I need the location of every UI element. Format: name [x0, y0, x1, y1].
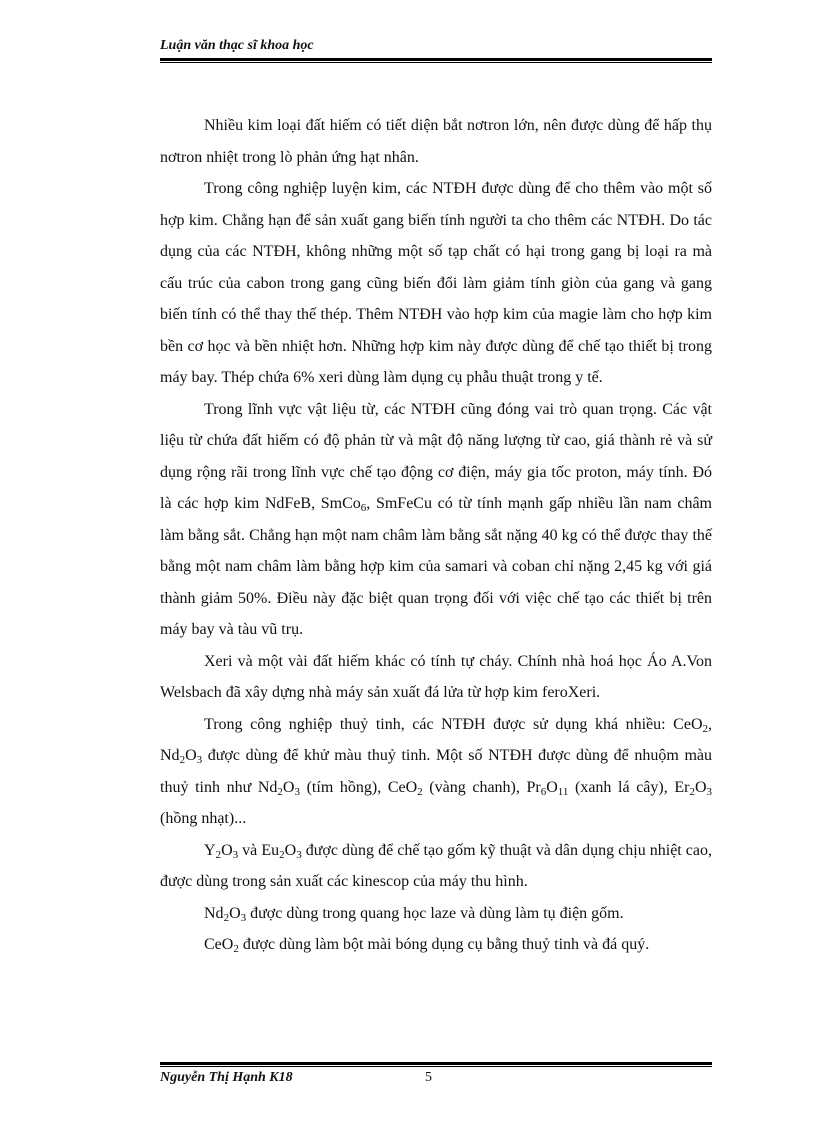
footer-author: Nguyễn Thị Hạnh K18 — [160, 1070, 293, 1085]
subscript: 3 — [240, 911, 247, 924]
subscript: 2 — [215, 848, 222, 861]
paragraph — [160, 898, 712, 930]
text-run: , Nd — [160, 715, 712, 764]
text-run: được dùng để khử màu thuỷ tinh. Một số NTĐH được dùng để nhuộm màu thuỷ tinh như Nd — [160, 747, 712, 796]
text-run: O — [546, 778, 558, 796]
subscript: 2 — [689, 785, 695, 798]
text-run: CeO — [204, 936, 234, 953]
text-run: và Eu — [238, 841, 280, 859]
page-number: 5 — [425, 1070, 432, 1085]
text-run: Y — [204, 841, 216, 859]
text-run: Trong công nghiệp thuỷ tinh, các NTĐH được sử dụng khá nhiều: CeO — [204, 715, 703, 733]
subscript: 3 — [196, 754, 203, 766]
text-run: O — [185, 747, 197, 764]
text-run: (tím hồng), CeO — [299, 778, 418, 796]
subscript: 2 — [417, 785, 423, 798]
subscript: 6 — [540, 785, 547, 798]
text-run: được dùng trong quang học laze và dùng làm tụ điện gốm. — [246, 904, 624, 922]
text-run: Nd — [204, 904, 224, 922]
subscript: 2 — [223, 911, 230, 924]
subscript: 11 — [557, 785, 569, 798]
subscript: 2 — [702, 722, 708, 735]
paragraph — [160, 709, 712, 835]
subscript: 3 — [232, 848, 239, 861]
paragraph: Nhiều kim loại đất hiếm có tiết diện bắt nơtron lớn, nên được dùng để hấp thụ nơtron nhiệt trong lò phản ứng hạt nhân. — [160, 117, 712, 166]
subscript: 2 — [233, 943, 239, 955]
header-rule — [160, 58, 712, 61]
footer-rule-thin — [160, 1066, 712, 1067]
text-run: O — [221, 841, 233, 859]
header-rule-thin — [160, 62, 712, 63]
text-run: O — [229, 904, 241, 922]
text-run: , SmFeCu có từ tính mạnh gấp nhiều lần nam châm làm bằng sắt. Chẳng hạn một nam châm làm bằng sắt nặng 40 kg có thể được thay thế bằng một nam châm làm bằng hợp kim của samari và coban chỉ nặng 2,45 kg với giá thành giảm 50%. Điều này đặc biệt quan trọng đối với việc chế tạo các thiết bị trên máy bay và tàu vũ trụ. — [160, 495, 713, 638]
running-header: Luận văn thạc sĩ khoa học — [160, 38, 314, 53]
subscript: 3 — [706, 785, 713, 798]
subscript: 2 — [179, 754, 186, 766]
text-run: (xanh lá cây), Er — [568, 778, 690, 796]
text-run: được dùng để chế tạo gốm kỹ thuật và dân dụng chịu nhiệt cao, được dùng trong sản xuất các kinescop của máy thu hình. — [160, 841, 713, 890]
paragraph: Xeri và một vài đất hiếm khác có tính tự cháy. Chính nhà hoá học Áo A.Von Welsbach đã xây dựng nhà máy sản xuất đá lửa từ hợp kim feroXeri. — [160, 652, 712, 701]
text-run: O — [282, 778, 295, 796]
text-run: được dùng làm bột mài bóng dụng cụ bằng thuỷ tinh và đá quý. — [238, 936, 650, 953]
subscript: 6 — [360, 502, 367, 514]
subscript: 2 — [277, 785, 283, 798]
footer-rule — [160, 1062, 712, 1065]
text-run: O — [284, 841, 297, 859]
text-run: O — [694, 778, 707, 796]
paragraph: Trong công nghiệp luyện kim, các NTĐH được dùng để cho thêm vào một số hợp kim. Chẳng hạn để sản xuất gang biến tính người ta cho thêm các NTĐH. Do tác dụng của các NTĐH, không những một số tạp chất có hại trong gang bị loại ra mà cấu trúc của cabon trong gang cũng biến đổi làm giảm tính giòn của gang và gang biến tính có thể thay thế thép. Thêm NTĐH vào hợp kim của magie làm cho hợp kim bền cơ học và bền nhiệt hơn. Những hợp kim này được dùng để chế tạo thiết bị trong máy bay. Thép chứa 6% xeri dùng làm dụng cụ phẫu thuật trong y tế. — [160, 180, 712, 386]
subscript: 3 — [294, 785, 300, 798]
body-text — [160, 110, 712, 961]
paragraph — [160, 835, 712, 898]
paragraph — [160, 394, 712, 646]
text-run: (hồng nhạt)... — [160, 810, 247, 827]
text-run: (vàng chanh), Pr — [422, 778, 541, 796]
text-run: Trong lĩnh vực vật liệu từ, các NTĐH cũng đóng vai trò quan trọng. Các vật liệu từ chứa đất hiếm có độ phản từ và mật độ năng lượng từ cao, giá thành rẻ và sử dụng rộng rãi trong lĩnh vực chế tạo động cơ điện, máy gia tốc proton, máy tính. Đó là các hợp kim NdFeB, SmCo — [160, 400, 712, 512]
paragraph — [160, 929, 712, 961]
subscript: 2 — [279, 848, 285, 861]
subscript: 3 — [296, 848, 302, 861]
